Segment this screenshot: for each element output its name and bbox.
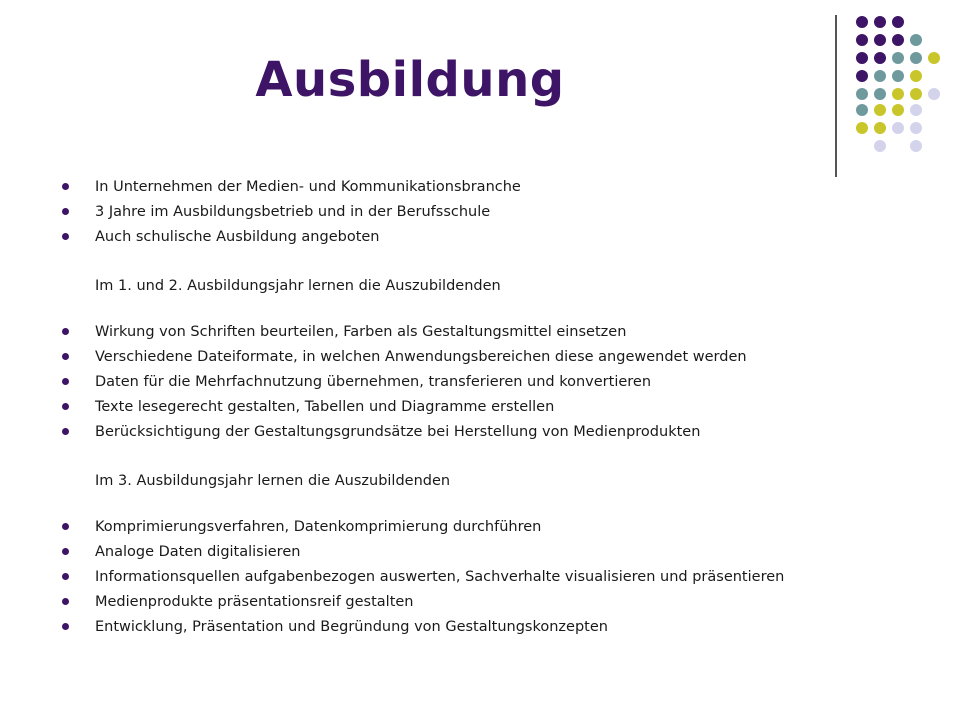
decor-dot xyxy=(856,104,868,116)
bullet-icon xyxy=(62,353,69,360)
decor-dot xyxy=(910,70,922,82)
slide-body xyxy=(62,176,942,641)
decor-dot xyxy=(892,70,904,82)
decor-dot xyxy=(892,88,904,100)
bullet-icon xyxy=(62,328,69,335)
list-item xyxy=(62,566,942,591)
decor-dot xyxy=(892,104,904,116)
list-item-text: Informationsquellen aufgabenbezogen auswerten, Sachverhalte visualisieren und präsentieren xyxy=(95,569,785,585)
decor-dot xyxy=(910,52,922,64)
list-item xyxy=(62,591,942,616)
year3-heading: Im 3. Ausbildungsjahr lernen die Auszubildenden xyxy=(95,473,451,489)
list-item-text: Daten für die Mehrfachnutzung übernehmen, transferieren und konvertieren xyxy=(95,374,652,390)
list-item-text: In Unternehmen der Medien- und Kommunikationsbranche xyxy=(95,179,521,195)
decor-dot xyxy=(928,52,940,64)
decor-dot xyxy=(928,88,940,100)
decor-dot xyxy=(892,52,904,64)
list-item xyxy=(62,346,942,371)
decor-dot xyxy=(856,122,868,134)
decor-dot xyxy=(892,34,904,46)
list-item-text: 3 Jahre im Ausbildungsbetrieb und in der Berufsschule xyxy=(95,204,491,220)
decor-dot xyxy=(874,104,886,116)
list-item-text: Wirkung von Schriften beurteilen, Farben als Gestaltungsmittel einsetzen xyxy=(95,324,627,340)
decor-dot xyxy=(856,70,868,82)
bullet-icon xyxy=(62,428,69,435)
list-item xyxy=(62,421,942,446)
decorative-dot-grid xyxy=(0,0,960,160)
list-item-text: Berücksichtigung der Gestaltungsgrundsätze bei Herstellung von Medienprodukten xyxy=(95,424,701,440)
decor-dot xyxy=(892,16,904,28)
list-item-text: Komprimierungsverfahren, Datenkomprimierung durchführen xyxy=(95,519,542,535)
decor-dot xyxy=(910,104,922,116)
decor-dot xyxy=(874,16,886,28)
list-item-text: Verschiedene Dateiformate, in welchen Anwendungsbereichen diese angewendet werden xyxy=(95,349,747,365)
list-item xyxy=(62,396,942,421)
bullet-icon xyxy=(62,183,69,190)
list-item-text: Entwicklung, Präsentation und Begründung von Gestaltungskonzepten xyxy=(95,619,608,635)
decor-dot xyxy=(910,122,922,134)
list-item-text: Texte lesegerecht gestalten, Tabellen und Diagramme erstellen xyxy=(95,399,555,415)
bullet-icon xyxy=(62,378,69,385)
year3-list xyxy=(62,516,942,641)
list-item-text: Auch schulische Ausbildung angeboten xyxy=(95,229,380,245)
list-item xyxy=(62,516,942,541)
decor-dot xyxy=(856,52,868,64)
bullet-icon xyxy=(62,573,69,580)
bullet-icon xyxy=(62,623,69,630)
decor-dot xyxy=(874,122,886,134)
list-item-text: Analoge Daten digitalisieren xyxy=(95,544,301,560)
decor-dot xyxy=(874,70,886,82)
bullet-icon xyxy=(62,548,69,555)
list-item xyxy=(62,176,942,201)
decor-dot xyxy=(910,140,922,152)
decor-dot xyxy=(874,34,886,46)
bullet-icon xyxy=(62,403,69,410)
decor-dot xyxy=(910,34,922,46)
decor-dot xyxy=(874,52,886,64)
decor-dot xyxy=(856,34,868,46)
year12-heading: Im 1. und 2. Ausbildungsjahr lernen die Auszubildenden xyxy=(95,278,501,294)
bullet-icon xyxy=(62,598,69,605)
list-item xyxy=(62,321,942,346)
bullet-icon xyxy=(62,208,69,215)
decor-dot xyxy=(910,88,922,100)
list-item xyxy=(62,226,942,251)
bullet-icon xyxy=(62,233,69,240)
decor-dot xyxy=(874,140,886,152)
slide-title: Ausbildung xyxy=(255,52,565,108)
decor-dot xyxy=(856,16,868,28)
decor-dot xyxy=(874,88,886,100)
decor-dot xyxy=(892,122,904,134)
list-item xyxy=(62,201,942,226)
vertical-divider xyxy=(835,15,837,177)
list-item xyxy=(62,541,942,566)
intro-list xyxy=(62,176,942,251)
decor-dot xyxy=(856,88,868,100)
year12-list xyxy=(62,321,942,446)
list-item-text: Medienprodukte präsentationsreif gestalten xyxy=(95,594,414,610)
list-item xyxy=(62,616,942,641)
list-item xyxy=(62,371,942,396)
bullet-icon xyxy=(62,523,69,530)
